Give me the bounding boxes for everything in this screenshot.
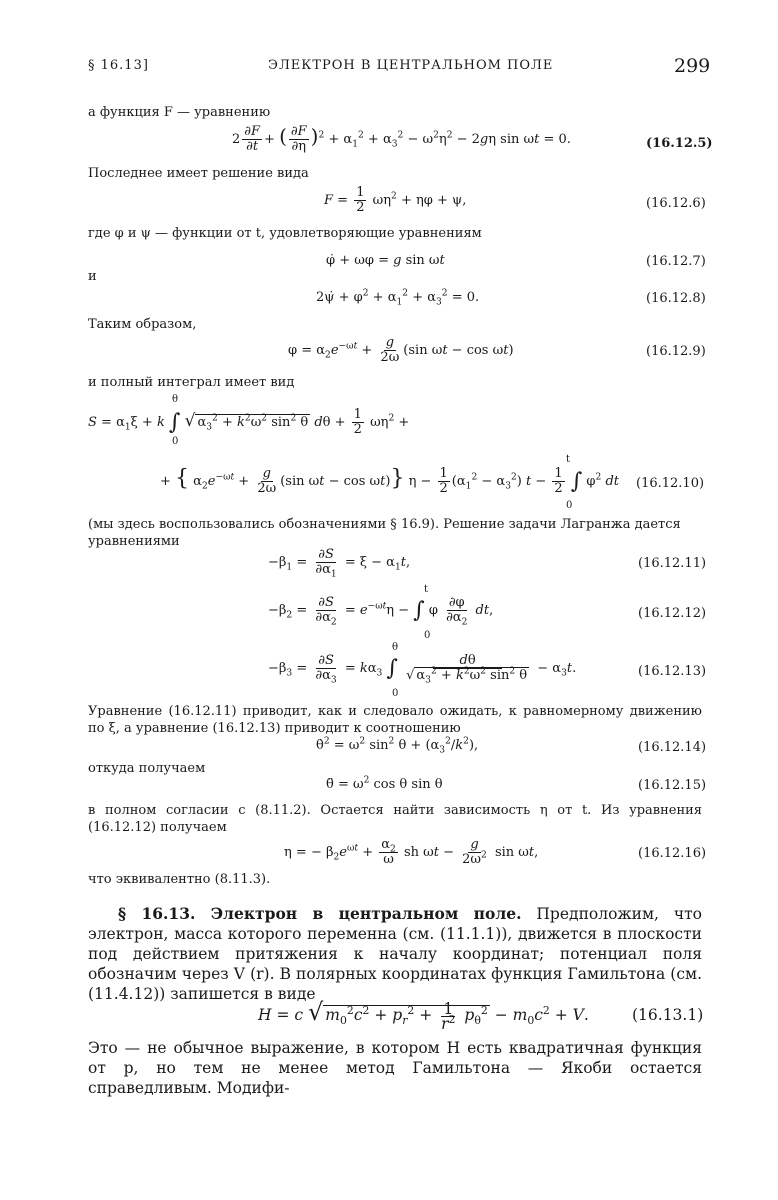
equation-number-11: (16.12.11) (638, 556, 707, 571)
paragraph-1: а функция F — уравнению (88, 105, 271, 120)
equation-16-12-13: $-\beta_3$ = $\frac{\partial S}{\partial\alpha_3}$ = $k\alpha_3$ ∫ $\frac{d\theta}{√ \alpha_3^2 + k^2\omega^2 \sin^2 \theta}$ − $\alpha_3t$. (268, 653, 577, 686)
integral-upper-limit-2: t (566, 454, 571, 465)
paragraph-13: Это — не обычное выражение, в котором H есть квадратичная функция от p, но тем не менее метод Гамильтона — Якоби остается справедливым. Модифи- (88, 1039, 702, 1097)
equation-16-12-15: θ̈ = $\omega^2$ cos θ sin θ (326, 775, 443, 792)
section-16-13-paragraph (88, 904, 702, 1004)
equation-16-12-16: η = − $\beta_2e^{\omega t}$ + $\frac{\alpha_2}{\omega}$ sh ωt − $\frac{g}{2\omega^2}$ sin ωt, (284, 837, 539, 867)
equation-16-12-6: F = $\frac{1}{2}$ $\omega\eta^2 + \eta\varphi + \psi$, (324, 185, 467, 215)
equation-16-12-8: 2ψ̇ + $\varphi^2 + \alpha_1^2 + \alpha_3^2 = 0$. (316, 288, 480, 308)
equation-16-13-1: H = c √ $m_0^2c^2 + p_r^2$ + $\frac{1}{r^2}$ $p_\theta^2 - m_0c^2 + V$. (258, 998, 589, 1033)
paragraph-4: и (88, 269, 97, 284)
header-section: § 16.13] (88, 58, 149, 73)
equation-number-6: (16.12.6) (646, 196, 706, 211)
equation-16-12-5: 2 $\frac{\partial F}{\partial t}$ + ( $\frac{\partial F}{\partial\eta}$ )$^2 + \alpha_1^2 + \alpha_3^2 - \omega^2\eta^2 - 2g\eta$ sin ωt = 0. (232, 124, 571, 154)
paragraph-8: Уравнение (16.12.11) приводит, как и следовало ожидать, к равномерному движению по ξ, а уравнение (16.12.13) приводит к соотношению (88, 704, 702, 736)
integral-upper-limit-4: θ (392, 642, 399, 653)
equation-16-12-14: θ̇$^2$ = $\omega^2$ $\sin^2 \theta + (\alpha_3^2/k^2)$, (316, 736, 479, 756)
integral-lower-limit-2: 0 (566, 500, 573, 511)
paragraph-3: где φ и ψ — функции от t, удовлетворяющие уравнениям (88, 226, 482, 241)
equation-number-5: (16.12.5) (646, 136, 713, 151)
section-body: Предположим, что электрон, масса которого переменна (см. (11.1.1)), движется в плоскости под действием притяжения к началу координат; потенциал поля обозначим через V (r). В полярных координатах функция Гамильтона (см. (11.4.12)) запишется в виде (88, 905, 703, 1003)
integral-upper-limit-3: t (424, 584, 429, 595)
equation-number-9: (16.12.9) (646, 344, 706, 359)
paragraph-5: Таким образом, (88, 317, 197, 332)
paragraph-11: что эквивалентно (8.11.3). (88, 872, 271, 887)
equation-16-12-12: $-\beta_2$ = $\frac{\partial S}{\partial\alpha_2}$ = $e^{-\omega t}\eta$ − ∫ φ $\frac{\partial\varphi}{\partial\alpha_2}$ dt, (268, 595, 494, 628)
equation-16-12-10-line-2: + { $\alpha_2e^{-\omega t}$ + $\frac{g}{2\omega}$ (sin ωt − cos ωt)} η − $\frac{1}{2}$ $(\alpha_1^2 - \alpha_3^2) t$ − $\frac{1}{2}$ ∫ $\varphi^2$ dt (160, 466, 620, 496)
equation-number-12: (16.12.12) (638, 606, 707, 621)
equation-number-10: (16.12.10) (636, 476, 705, 491)
equation-16-12-11: $-\beta_1$ = $\frac{\partial S}{\partial\alpha_1}$ = $\xi - \alpha_1t$, (268, 547, 411, 580)
equation-number-15: (16.12.15) (638, 778, 707, 793)
section-heading: § 16.13. Электрон в центральном поле. (118, 904, 522, 923)
equation-number-17: (16.13.1) (632, 1006, 704, 1024)
equation-number-7: (16.12.7) (646, 254, 706, 269)
integral-lower-limit-4: 0 (392, 688, 399, 699)
equation-16-12-9: $\varphi = \alpha_2e^{-\omega t}$ + $\frac{g}{2\omega}$ (sin ωt − cos ωt) (288, 335, 514, 365)
paragraph-7: (мы здесь воспользовались обозначениями § 16.9). Решение задачи Лагранжа дается уравнениями (88, 517, 681, 549)
equation-number-13: (16.12.13) (638, 664, 707, 679)
equation-number-8: (16.12.8) (646, 291, 706, 306)
paragraph-9: откуда получаем (88, 761, 206, 776)
paragraph-2: Последнее имеет решение вида (88, 166, 309, 181)
header-title: ЭЛЕКТРОН В ЦЕНТРАЛЬНОМ ПОЛЕ (268, 58, 554, 73)
equation-number-14: (16.12.14) (638, 740, 707, 755)
paragraph-10: в полном согласии с (8.11.2). Остается найти зависимость η от t. Из уравнения (16.12.12) получаем (88, 803, 702, 835)
equation-16-12-7: φ̇ + ωφ = g sin ωt (326, 253, 445, 268)
integral-lower-limit-3: 0 (424, 630, 431, 641)
integral-upper-limit: θ (172, 394, 179, 405)
paragraph-6: и полный интеграл имеет вид (88, 375, 295, 390)
page-number: 299 (674, 55, 711, 77)
equation-number-16: (16.12.16) (638, 846, 707, 861)
equation-16-12-10-line-1: $S = \alpha_1\xi + k$ ∫ √ $\alpha_3^2 + k^2\omega^2$ $\sin^2 \theta$ dθ + $\frac{1}{2}$ $\omega\eta^2$ + (88, 407, 410, 437)
integral-lower-limit: 0 (172, 436, 179, 447)
